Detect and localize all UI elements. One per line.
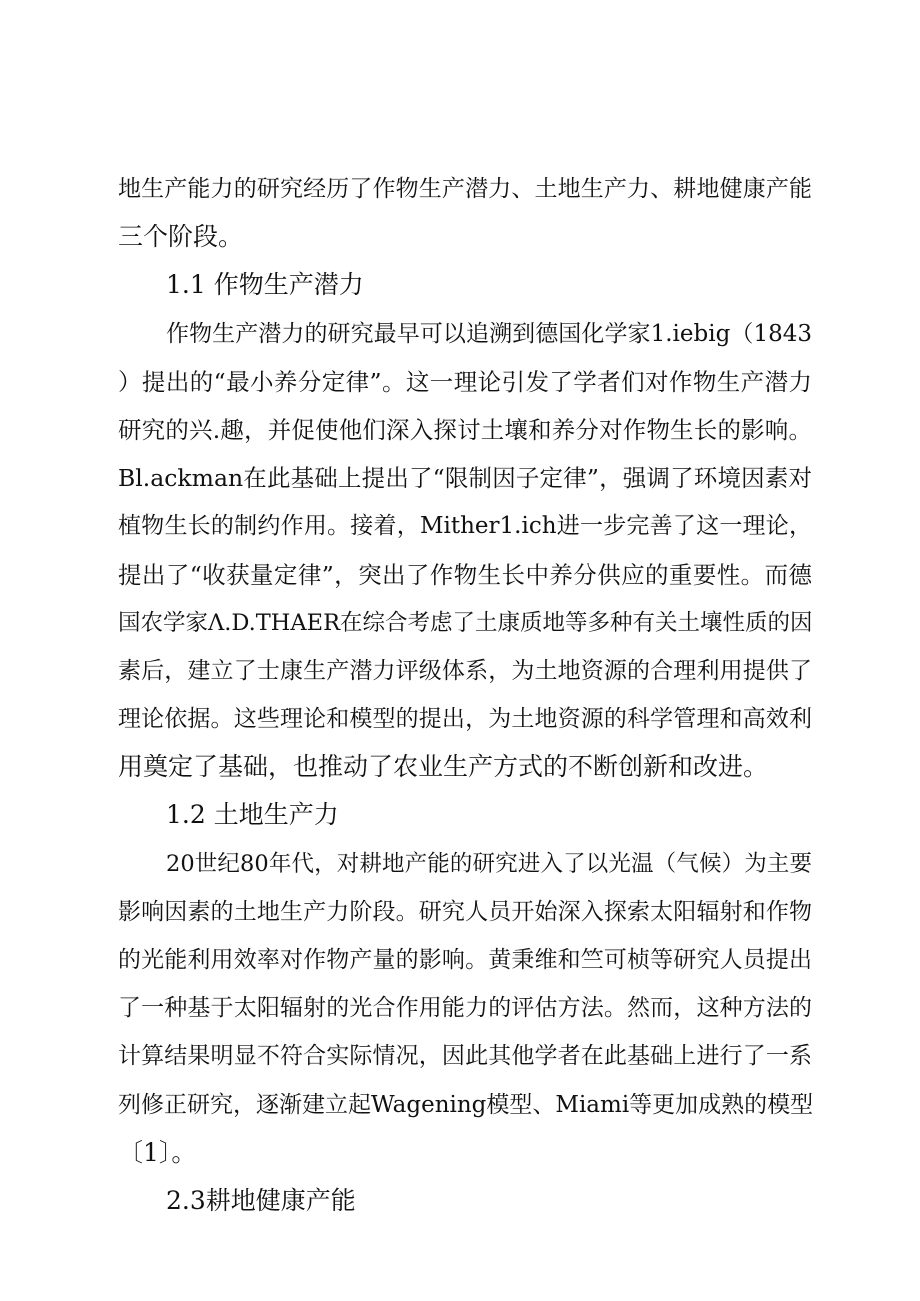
paragraph-line: 研究的兴.趣，并促使他们深入探讨土壤和养分对作物生长的影响。 xyxy=(118,415,812,444)
paragraph-line: 计算结果明显不符合实际情况，因此其他学者在此基础上进行了一系 xyxy=(118,1043,812,1070)
paragraph-line: 作物生产潜力的研究最早可以追溯到德国化学家1.iebig（1843 xyxy=(166,320,812,347)
section-heading: 1.2 土地生产力 xyxy=(166,800,339,830)
paragraph-line: 素后，建立了士康生产潜力评级体系，为土地资源的合理利用提供了 xyxy=(118,657,812,684)
paragraph-line: 影响因素的土地生产力阶段。研究人员开始深入探索太阳辐射和作物 xyxy=(118,898,812,925)
paragraph-line: 20世纪80年代，对耕地产能的研究进入了以光温（气候）为主要 xyxy=(166,850,812,877)
paragraph-line: Bl.ackman在此基础上提出了“限制因子定律”，强调了环境因素对 xyxy=(118,464,812,493)
paragraph-line: 三个阶段。 xyxy=(118,222,244,252)
paragraph-line: 植物生长的制约作用。接着，Mither1.ich进一步完善了这一理论， xyxy=(118,513,812,540)
body-text xyxy=(118,165,812,1225)
paragraph-line: 提出了“收获量定律”，突出了作物生长中养分供应的重要性。而德 xyxy=(118,560,812,589)
paragraph-line: 用奠定了基础，也推动了农业生产方式的不断创新和改进。 xyxy=(118,752,769,782)
paragraph-line: 〔1〕。 xyxy=(118,1137,197,1167)
paragraph-line: 了一种基于太阳辐射的光合作用能力的评估方法。然而，这种方法的 xyxy=(118,995,812,1022)
section-heading: 1.1 作物生产潜力 xyxy=(166,270,364,300)
paragraph-line: ）提出的“最小养分定律”。这一理论引发了学者们对作物生产潜力 xyxy=(118,367,812,396)
paragraph-line: 的光能利用效率对作物产量的影响。黄秉维和竺可桢等研究人员提出 xyxy=(118,947,812,973)
section-heading: 2.3耕地健康产能 xyxy=(166,1185,356,1215)
paragraph-line: 列修正研究，逐渐建立起Wagening模型、Miami等更加成熟的模型 xyxy=(118,1091,814,1118)
paragraph-line: 理论依据。这些理论和模型的提出，为土地资源的科学管理和高效利 xyxy=(118,706,812,733)
paragraph-line: 地生产能力的研究经历了作物生产潜力、土地生产力、耕地健康产能 xyxy=(118,176,812,202)
paragraph-line: 国农学家Λ.D.THAER在综合考虑了土康质地等多种有关土壤性质的因 xyxy=(118,609,813,636)
